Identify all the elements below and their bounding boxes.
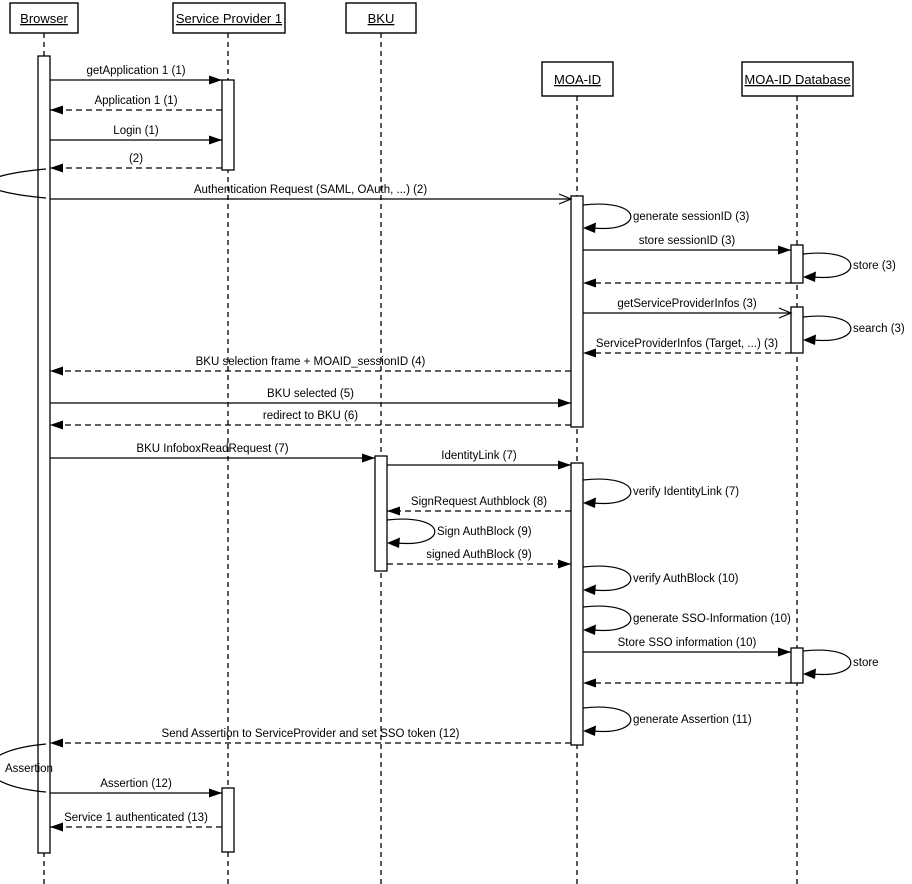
activation-moa-id-database-7 [791,648,803,683]
self-call-label-8: generate Assertion (11) [633,714,752,726]
activation-moa-id-database-3 [791,245,803,283]
activation-moa-id-2 [571,196,583,427]
self-call-label-2: search (3) [853,323,905,335]
message-label-18: Send Assertion to ServiceProvider and set SSO token (12) [161,728,460,740]
message-label-4: Authentication Request (SAML, OAuth, ...) (2) [193,184,428,196]
self-call-label-7: store [853,657,879,669]
activation-bku-5 [375,456,387,571]
message-label-0: getApplication 1 (1) [86,65,186,77]
message-label-1: Application 1 (1) [94,95,178,107]
actor-label-bku: BKU [367,11,395,26]
activation-service-provider-1-1 [222,80,234,170]
message-label-16: Store SSO information (10) [617,637,757,649]
message-label-11: redirect to BKU (6) [262,410,359,422]
message-label-3: (2) [128,153,144,165]
activation-moa-id-database-4 [791,307,803,353]
message-label-7: getServiceProviderInfos (3) [617,298,757,310]
self-call-label-1: store (3) [853,260,896,272]
self-call-label-5: verify AuthBlock (10) [633,573,739,585]
browser-loop-arc-label: Assertion [5,763,53,775]
message-label-12: BKU InfoboxReadRequest (7) [136,443,289,455]
message-label-20: Service 1 authenticated (13) [64,812,208,824]
self-call-label-0: generate sessionID (3) [633,211,750,223]
actor-label-service-provider-1: Service Provider 1 [175,11,283,26]
actor-label-moa-id: MOA-ID [554,72,601,87]
activation-browser-0 [38,56,50,853]
actor-label-moa-id-database: MOA-ID Database [744,72,851,87]
message-label-15: signed AuthBlock (9) [426,549,532,561]
message-label-8: ServiceProviderInfos (Target, ...) (3) [595,338,779,350]
activation-moa-id-6 [571,463,583,745]
self-call-label-4: Sign AuthBlock (9) [437,526,532,538]
message-label-14: SignRequest Authblock (8) [410,496,548,508]
self-call-label-6: generate SSO-Information (10) [633,613,791,625]
message-label-19: Assertion (12) [100,778,172,790]
message-label-13: IdentityLink (7) [441,450,517,462]
activation-service-provider-1-8 [222,788,234,852]
message-label-2: Login (1) [113,125,159,137]
message-label-5: store sessionID (3) [638,235,736,247]
self-call-label-3: verify IdentityLink (7) [633,486,740,498]
message-label-9: BKU selection frame + MOAID_sessionID (4) [195,356,426,368]
message-label-10: BKU selected (5) [267,388,354,400]
actor-label-browser: Browser [20,11,68,26]
